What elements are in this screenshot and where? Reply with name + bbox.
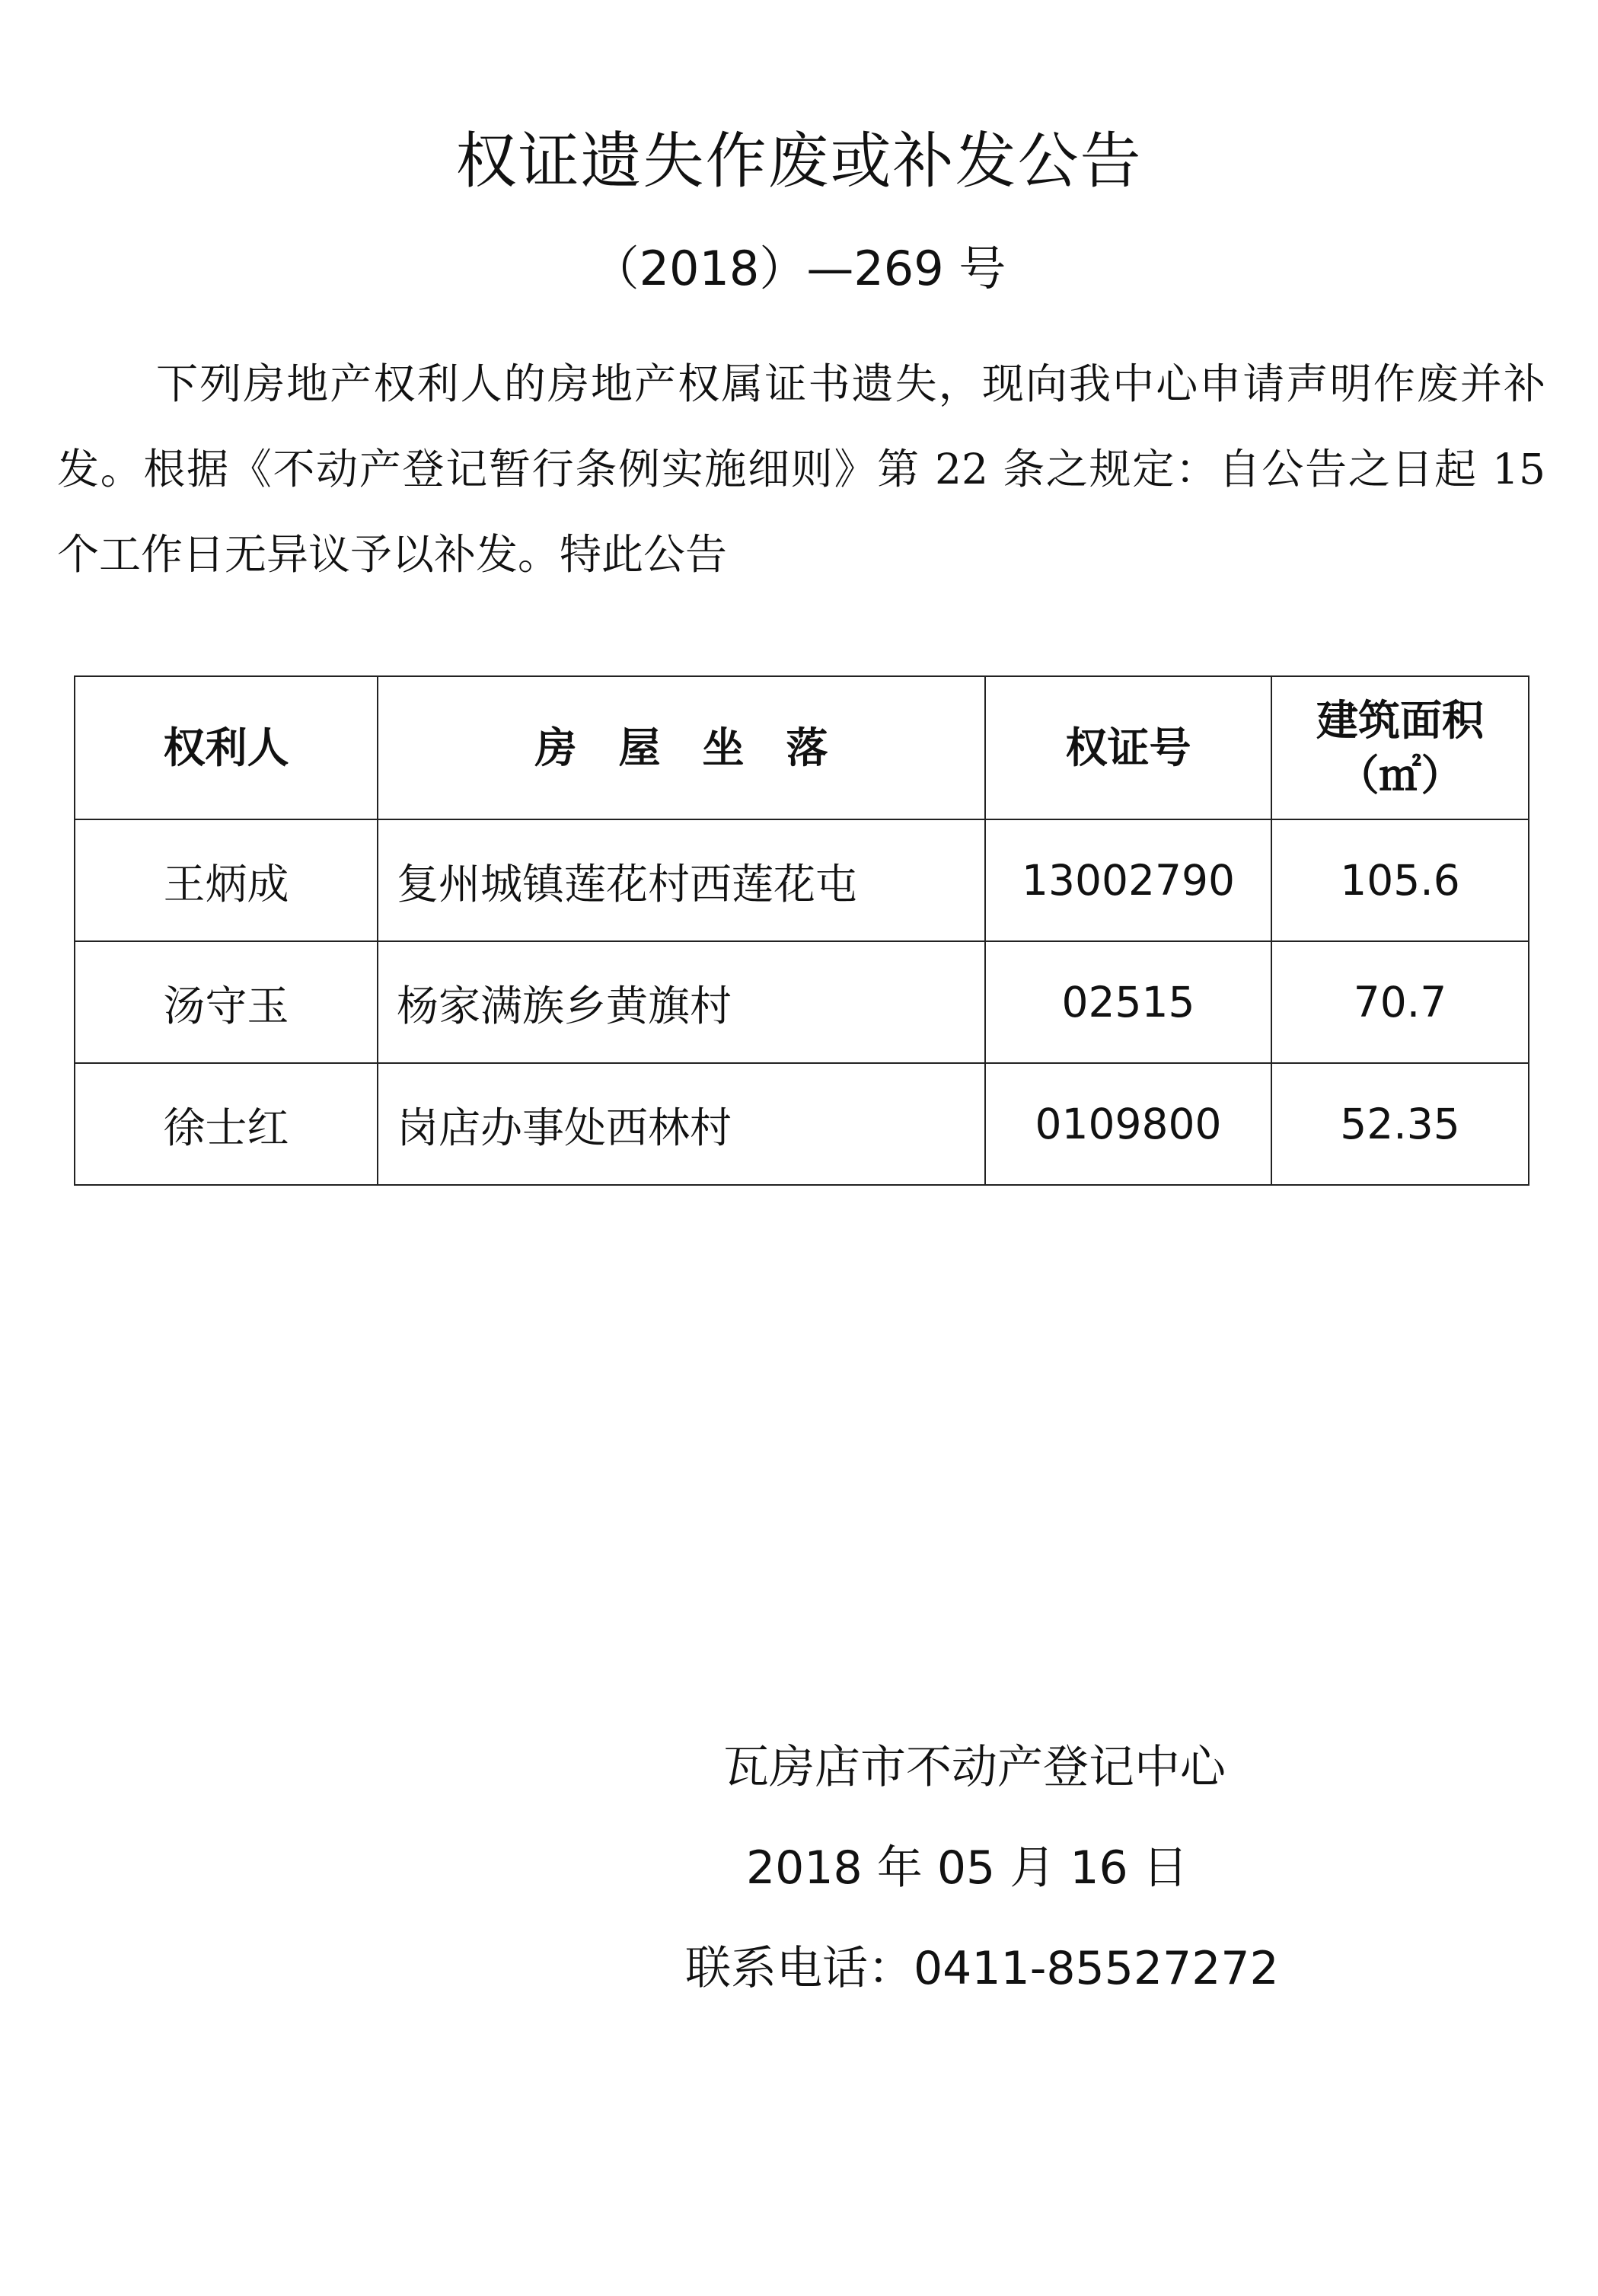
table-row [75,1063,1529,1185]
issuing-organization: 瓦房店市不动产登记中心 [723,1741,1226,1794]
certificate-table [74,675,1529,1186]
area-header-unit: （㎡） [1337,750,1463,800]
owner-cell: 徐士红 [75,1063,378,1185]
area-header-title: 建筑面积 [1316,695,1484,745]
location-cell: 岗店办事处西林村 [378,1063,985,1185]
table-row [75,819,1529,941]
notice-title: 权证遗失作废或补发公告 [455,126,1143,196]
certificate-header: 权证号 [985,676,1271,819]
issue-date: 2018 年 05 月 16 日 [746,1841,1188,1895]
table-header-row [75,676,1529,819]
area-header [1271,676,1529,819]
owner-header: 权利人 [75,676,378,819]
certificate-cell: 13002790 [985,819,1271,941]
location-header: 房 屋 坐 落 [378,676,985,819]
certificate-cell: 0109800 [985,1063,1271,1185]
location-cell: 杨家满族乡黄旗村 [378,941,985,1063]
signature-block [670,1717,1355,2019]
table-row [75,941,1529,1063]
area-cell: 52.35 [1271,1063,1529,1185]
notice-number: （2018）—269 号 [592,241,1006,296]
area-cell: 70.7 [1271,941,1529,1063]
owner-cell: 汤守玉 [75,941,378,1063]
owner-cell: 王炳成 [75,819,378,941]
contact-phone: 联系电话：0411-85527272 [685,1942,1279,1995]
location-cell: 复州城镇莲花村西莲花屯 [378,819,985,941]
notice-body: 下列房地产权利人的房地产权属证书遗失，现向我中心申请声明作废并补发。根据《不动产登记暂行条例实施细则》第 22 条之规定：自公告之日起 15 个工作日无异议予以补发。特此公告 [57,359,1545,579]
area-cell: 105.6 [1271,819,1529,941]
certificate-cell: 02515 [985,941,1271,1063]
